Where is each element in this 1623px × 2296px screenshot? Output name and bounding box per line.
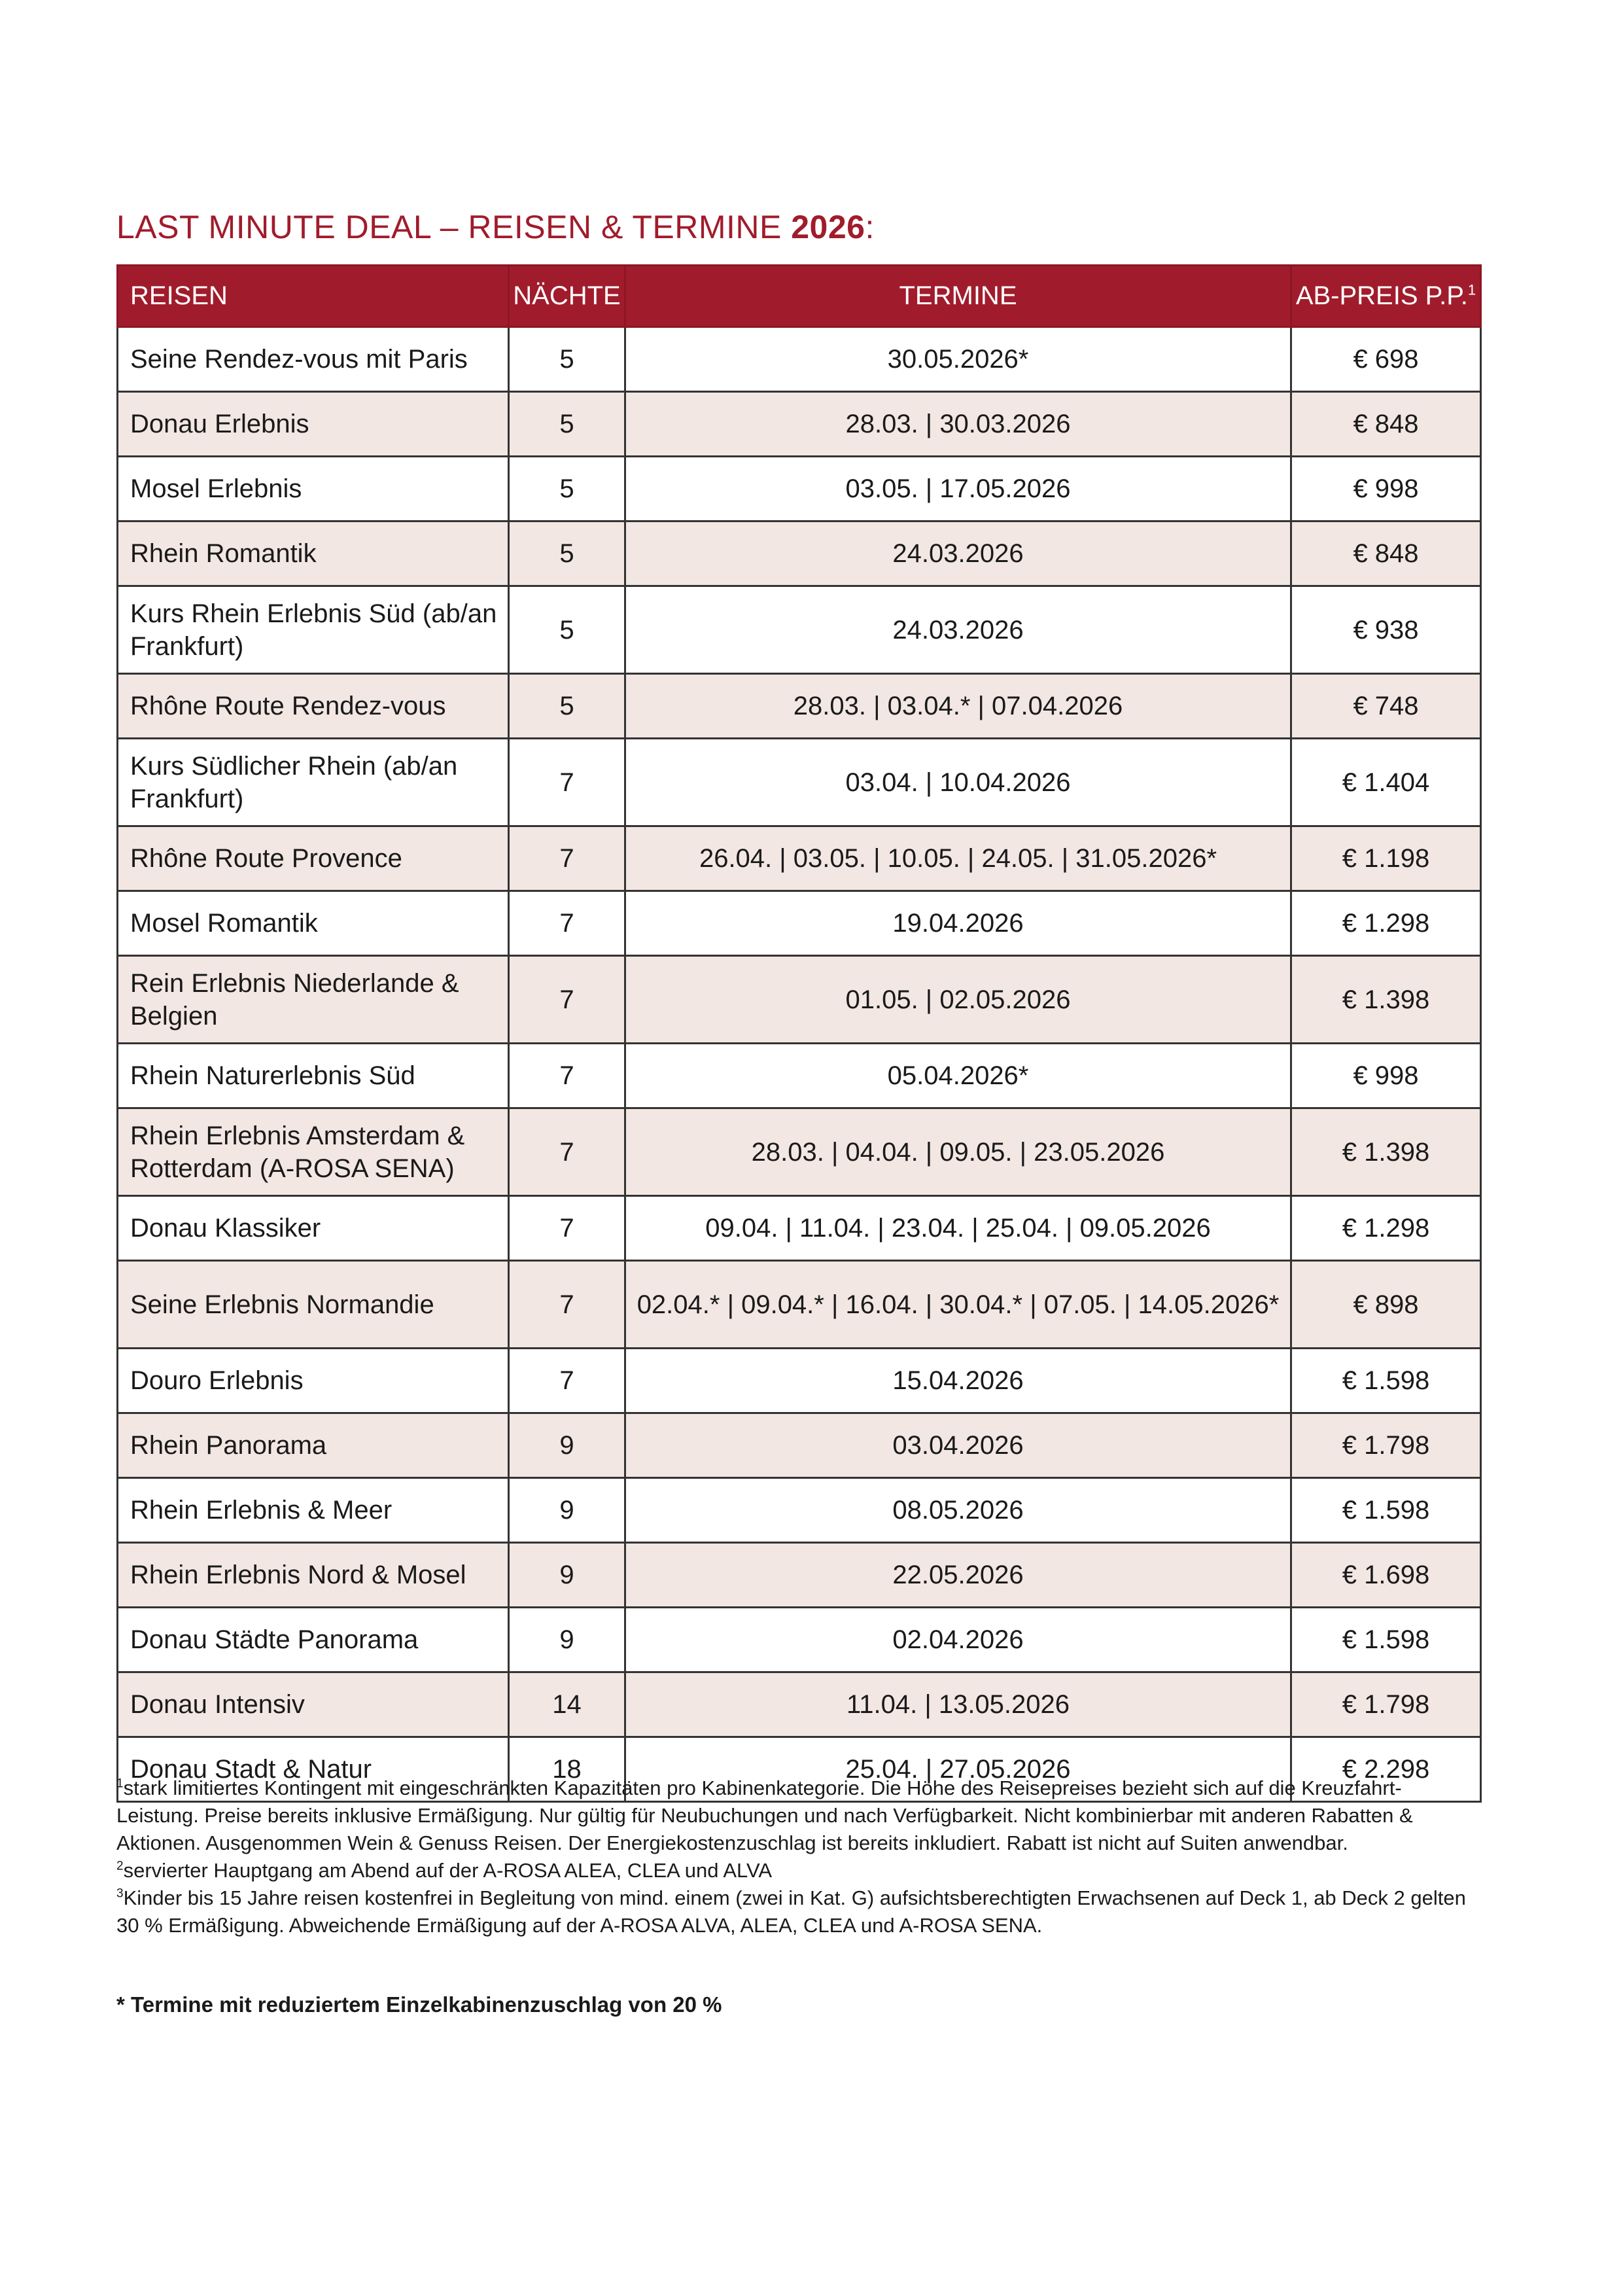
cell-reise: Donau Stadt & Natur bbox=[118, 1737, 509, 1802]
cell-reise: Rhein Panorama bbox=[118, 1413, 509, 1478]
cell-naechte: 5 bbox=[509, 674, 625, 739]
cell-termine: 24.03.2026 bbox=[625, 586, 1291, 674]
title-suffix: : bbox=[865, 209, 875, 245]
cell-naechte: 5 bbox=[509, 327, 625, 392]
cell-reise: Seine Erlebnis Normandie bbox=[118, 1261, 509, 1349]
cell-naechte: 7 bbox=[509, 739, 625, 826]
cell-reise: Rhein Erlebnis Amsterdam & Rotterdam (A-ROSA SENA) bbox=[118, 1108, 509, 1196]
footnote-text: servierter Hauptgang am Abend auf der A-ROSA ALEA, CLEA und ALVA bbox=[123, 1859, 773, 1882]
cell-termine: 19.04.2026 bbox=[625, 891, 1291, 956]
cell-preis: € 1.698 bbox=[1291, 1543, 1481, 1608]
table-row bbox=[118, 1044, 1481, 1108]
table-row bbox=[118, 392, 1481, 457]
cell-reise: Rhein Romantik bbox=[118, 521, 509, 586]
cell-reise: Rhein Erlebnis Nord & Mosel bbox=[118, 1543, 509, 1608]
cell-preis: € 1.298 bbox=[1291, 1196, 1481, 1261]
cell-preis: € 898 bbox=[1291, 1261, 1481, 1349]
table-row bbox=[118, 1349, 1481, 1413]
table-row bbox=[118, 826, 1481, 891]
table-row bbox=[118, 521, 1481, 586]
cell-termine: 15.04.2026 bbox=[625, 1349, 1291, 1413]
header-preis-label: AB-PREIS P.P. bbox=[1295, 281, 1468, 310]
cell-naechte: 7 bbox=[509, 956, 625, 1044]
footnote-marker: 3 bbox=[116, 1886, 124, 1901]
table-row bbox=[118, 1543, 1481, 1608]
table-row bbox=[118, 1413, 1481, 1478]
cell-naechte: 7 bbox=[509, 891, 625, 956]
cell-reise: Donau Städte Panorama bbox=[118, 1608, 509, 1672]
cell-preis: € 1.298 bbox=[1291, 891, 1481, 956]
cell-naechte: 5 bbox=[509, 392, 625, 457]
cell-naechte: 5 bbox=[509, 586, 625, 674]
cell-termine: 28.03. | 03.04.* | 07.04.2026 bbox=[625, 674, 1291, 739]
cell-preis: € 698 bbox=[1291, 327, 1481, 392]
footnotes bbox=[116, 1775, 1484, 1939]
cell-reise: Kurs Südlicher Rhein (ab/an Frankfurt) bbox=[118, 739, 509, 826]
cell-preis: € 1.598 bbox=[1291, 1478, 1481, 1543]
cell-preis: € 1.198 bbox=[1291, 826, 1481, 891]
cell-termine: 03.04. | 10.04.2026 bbox=[625, 739, 1291, 826]
table-row bbox=[118, 327, 1481, 392]
cell-naechte: 7 bbox=[509, 1044, 625, 1108]
cell-reise: Rhein Erlebnis & Meer bbox=[118, 1478, 509, 1543]
cell-reise: Donau Klassiker bbox=[118, 1196, 509, 1261]
table-row bbox=[118, 1608, 1481, 1672]
header-naechte: NÄCHTE bbox=[509, 266, 625, 327]
cell-preis: € 1.798 bbox=[1291, 1413, 1481, 1478]
cell-preis: € 1.598 bbox=[1291, 1349, 1481, 1413]
cell-preis: € 938 bbox=[1291, 586, 1481, 674]
table-header-row bbox=[118, 266, 1481, 327]
cell-naechte: 14 bbox=[509, 1672, 625, 1737]
cell-reise: Rein Erlebnis Niederlande & Belgien bbox=[118, 956, 509, 1044]
cell-termine: 08.05.2026 bbox=[625, 1478, 1291, 1543]
footnote-3 bbox=[116, 1884, 1484, 1939]
cell-termine: 02.04.* | 09.04.* | 16.04. | 30.04.* | 07.05. | 14.05.2026* bbox=[625, 1261, 1291, 1349]
footnote-text: stark limitiertes Kontingent mit eingeschränkten Kapazitäten pro Kabinenkategorie. Die Höhe des Reisepreises bezieht sich auf die Kreuzfahrt-Leistung. Preise bereits inklusive Ermäßigung. Nur gültig für Neubuchungen und nach Verfügbarkeit. Nicht kombinierbar mit anderen Rabatten & Aktionen. Ausgenommen Wein & Genuss Reisen. Der Energiekostenzuschlag ist bereits inkludiert. Rabatt ist nicht auf Suiten anwendbar. bbox=[116, 1776, 1413, 1854]
cell-termine: 05.04.2026* bbox=[625, 1044, 1291, 1108]
deals-table bbox=[116, 264, 1482, 1803]
cell-naechte: 9 bbox=[509, 1608, 625, 1672]
cell-naechte: 7 bbox=[509, 826, 625, 891]
cell-termine: 03.05. | 17.05.2026 bbox=[625, 457, 1291, 521]
header-preis-sup: 1 bbox=[1467, 281, 1476, 298]
table-row bbox=[118, 586, 1481, 674]
cell-reise: Mosel Romantik bbox=[118, 891, 509, 956]
cell-naechte: 5 bbox=[509, 457, 625, 521]
cell-termine: 30.05.2026* bbox=[625, 327, 1291, 392]
cell-termine: 28.03. | 30.03.2026 bbox=[625, 392, 1291, 457]
cell-preis: € 1.598 bbox=[1291, 1608, 1481, 1672]
table-row bbox=[118, 1478, 1481, 1543]
table-row bbox=[118, 674, 1481, 739]
footnote-text: Kinder bis 15 Jahre reisen kostenfrei in Begleitung von mind. einem (zwei in Kat. G) aufsichtsberechtigten Erwachsenen auf Deck 1, ab Deck 2 gelten 30 % Ermäßigung. Abweichende Ermäßigung auf der A-ROSA ALVA, ALEA, CLEA und A-ROSA SENA. bbox=[116, 1886, 1466, 1937]
cell-reise: Rhône Route Provence bbox=[118, 826, 509, 891]
cell-reise: Rhône Route Rendez-vous bbox=[118, 674, 509, 739]
cell-termine: 25.04. | 27.05.2026 bbox=[625, 1737, 1291, 1802]
table-row bbox=[118, 1261, 1481, 1349]
cell-preis: € 2.298 bbox=[1291, 1737, 1481, 1802]
cell-naechte: 18 bbox=[509, 1737, 625, 1802]
cell-reise: Douro Erlebnis bbox=[118, 1349, 509, 1413]
cell-preis: € 848 bbox=[1291, 521, 1481, 586]
title-prefix: LAST MINUTE DEAL – REISEN & TERMINE bbox=[116, 209, 792, 245]
header-termine: TERMINE bbox=[625, 266, 1291, 327]
table-row bbox=[118, 891, 1481, 956]
footnote-2 bbox=[116, 1857, 1484, 1884]
cell-naechte: 7 bbox=[509, 1108, 625, 1196]
cell-naechte: 7 bbox=[509, 1261, 625, 1349]
cell-reise: Kurs Rhein Erlebnis Süd (ab/an Frankfurt) bbox=[118, 586, 509, 674]
cell-preis: € 1.398 bbox=[1291, 956, 1481, 1044]
cell-preis: € 998 bbox=[1291, 457, 1481, 521]
cell-naechte: 5 bbox=[509, 521, 625, 586]
cell-preis: € 848 bbox=[1291, 392, 1481, 457]
cell-termine: 03.04.2026 bbox=[625, 1413, 1291, 1478]
cell-naechte: 9 bbox=[509, 1478, 625, 1543]
cell-preis: € 1.398 bbox=[1291, 1108, 1481, 1196]
cell-reise: Seine Rendez-vous mit Paris bbox=[118, 327, 509, 392]
cell-preis: € 1.798 bbox=[1291, 1672, 1481, 1737]
cell-termine: 26.04. | 03.05. | 10.05. | 24.05. | 31.05.2026* bbox=[625, 826, 1291, 891]
cell-termine: 28.03. | 04.04. | 09.05. | 23.05.2026 bbox=[625, 1108, 1291, 1196]
cell-naechte: 7 bbox=[509, 1349, 625, 1413]
cell-preis: € 1.404 bbox=[1291, 739, 1481, 826]
cell-termine: 01.05. | 02.05.2026 bbox=[625, 956, 1291, 1044]
cell-naechte: 9 bbox=[509, 1413, 625, 1478]
table-row bbox=[118, 956, 1481, 1044]
cell-termine: 22.05.2026 bbox=[625, 1543, 1291, 1608]
table-row bbox=[118, 1672, 1481, 1737]
star-note: * Termine mit reduziertem Einzelkabinenzuschlag von 20 % bbox=[116, 1992, 722, 2017]
cell-naechte: 9 bbox=[509, 1543, 625, 1608]
title-year: 2026 bbox=[791, 209, 865, 245]
table-row bbox=[118, 1196, 1481, 1261]
cell-termine: 24.03.2026 bbox=[625, 521, 1291, 586]
page-title bbox=[116, 208, 875, 246]
cell-termine: 11.04. | 13.05.2026 bbox=[625, 1672, 1291, 1737]
header-preis bbox=[1291, 266, 1481, 327]
table-row bbox=[118, 457, 1481, 521]
table-row bbox=[118, 1108, 1481, 1196]
table-row bbox=[118, 739, 1481, 826]
cell-preis: € 748 bbox=[1291, 674, 1481, 739]
cell-termine: 09.04. | 11.04. | 23.04. | 25.04. | 09.05.2026 bbox=[625, 1196, 1291, 1261]
header-reisen: REISEN bbox=[118, 266, 509, 327]
cell-preis: € 998 bbox=[1291, 1044, 1481, 1108]
cell-reise: Donau Erlebnis bbox=[118, 392, 509, 457]
cell-termine: 02.04.2026 bbox=[625, 1608, 1291, 1672]
cell-reise: Rhein Naturerlebnis Süd bbox=[118, 1044, 509, 1108]
cell-reise: Mosel Erlebnis bbox=[118, 457, 509, 521]
footnote-marker: 1 bbox=[116, 1776, 124, 1791]
cell-reise: Donau Intensiv bbox=[118, 1672, 509, 1737]
cell-naechte: 7 bbox=[509, 1196, 625, 1261]
footnote-marker: 2 bbox=[116, 1859, 124, 1873]
footnote-1 bbox=[116, 1775, 1484, 1857]
